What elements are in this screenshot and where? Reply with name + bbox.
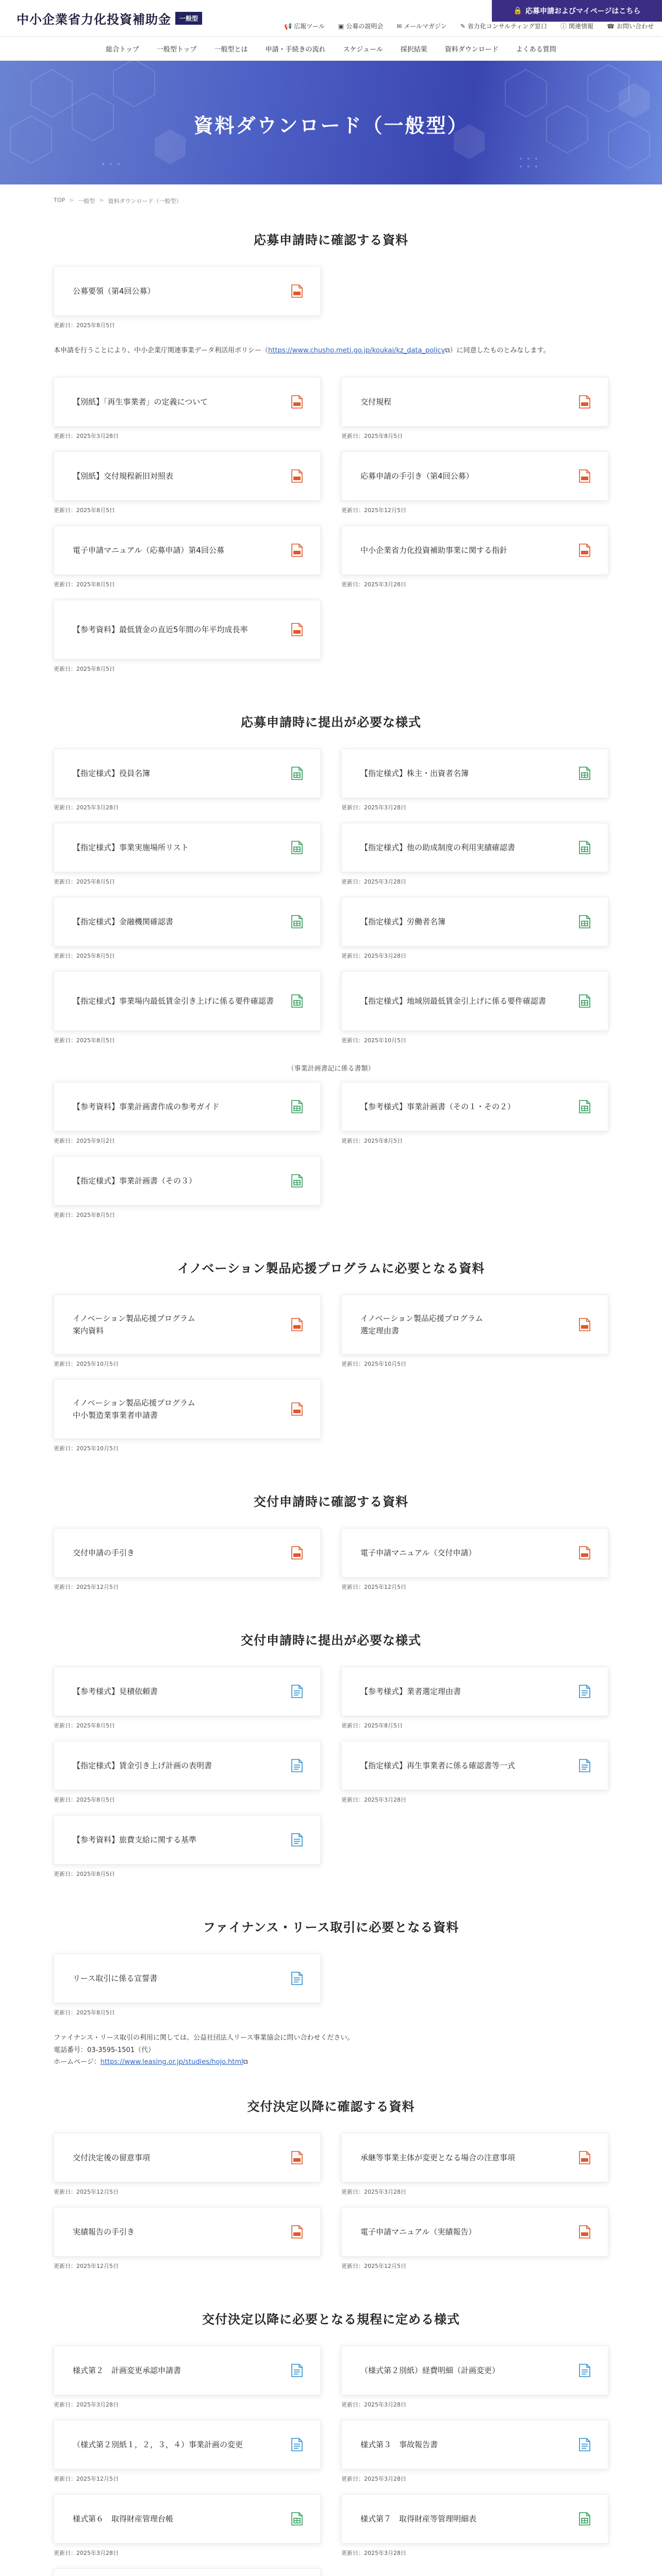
- download-label: [360, 1312, 483, 1337]
- breadcrumb: [0, 184, 662, 205]
- download-card[interactable]: [341, 2346, 608, 2395]
- updated-date: 更新日：2025年3月28日: [341, 2475, 406, 2482]
- download-label: 【参考資料】旅費支給に関する基準: [73, 1835, 197, 1845]
- download-label: 実績報告の手引き: [73, 2227, 135, 2236]
- util-link-label: メールマガジン: [404, 23, 447, 30]
- pdf-file-icon: [579, 2151, 590, 2164]
- pdf-file-icon: [291, 284, 303, 298]
- download-item: [341, 2494, 608, 2557]
- updated-date: 更新日：2025年8月5日: [54, 1871, 115, 1878]
- download-label: [73, 1397, 195, 1421]
- download-label: 【別紙】「再生事業者」の定義について: [73, 397, 208, 407]
- site-logo[interactable]: [16, 9, 202, 27]
- download-label: 電子申請マニュアル（応募申請）第4回公募: [73, 546, 224, 555]
- section-title: 交付決定以降に必要となる規程に定める様式: [202, 2312, 460, 2327]
- download-label: 様式第３ 事故報告書: [360, 2439, 438, 2449]
- pdf-file-icon: [291, 1546, 303, 1560]
- word-file-icon: [579, 2364, 590, 2377]
- policy-note-text: 本申請を行うことにより、中小企業庁関連事業データ利活用ポリシー（: [54, 347, 269, 354]
- util-link-briefing[interactable]: [338, 22, 383, 30]
- excel-file-icon: [291, 767, 303, 780]
- download-card[interactable]: [341, 2133, 608, 2182]
- excel-file-icon: [579, 1100, 590, 1113]
- lease-note: [54, 2032, 608, 2068]
- top-bar: [0, 0, 662, 36]
- download-item: [54, 897, 321, 960]
- apply-mypage-label: 応募申請およびマイページはこちら: [525, 7, 641, 15]
- download-card[interactable]: [54, 1741, 321, 1790]
- nav-item-downloads[interactable]: 資料ダウンロード: [444, 45, 499, 54]
- breadcrumb-item-current: 資料ダウンロード（一般型）: [108, 198, 182, 205]
- download-label: 応募申請の手引き（第4回公募）: [360, 471, 474, 481]
- util-link-label: 関連情報: [569, 23, 594, 30]
- download-label: 【別紙】交付規程新旧対照表: [73, 471, 174, 481]
- download-item: [341, 1082, 608, 1145]
- download-card[interactable]: [341, 451, 608, 501]
- download-label: 電子申請マニュアル（交付申請）: [360, 1548, 476, 1558]
- download-item: [341, 2346, 608, 2409]
- updated-date: 更新日：2025年3月28日: [341, 878, 406, 886]
- util-link-mail-magazine[interactable]: [396, 22, 447, 30]
- download-item: [341, 2207, 608, 2270]
- download-card[interactable]: [341, 1528, 608, 1578]
- updated-date: 更新日：2025年3月28日: [54, 433, 119, 440]
- section-title: 応募申請時に提出が必要な様式: [241, 715, 421, 730]
- download-grid: [54, 1667, 608, 1889]
- download-item: [54, 377, 321, 440]
- download-card[interactable]: [54, 1379, 321, 1439]
- download-item: [341, 1295, 608, 1368]
- util-link-label: 省力化コンサルティング窓口: [467, 23, 547, 30]
- section-finance-lease: [54, 1917, 608, 2068]
- download-label: （様式第２別紙１，２，３，４）事業計画の変更: [73, 2439, 243, 2449]
- updated-date: 更新日：2025年12月5日: [341, 1584, 406, 1591]
- section-application-forms: [54, 712, 608, 1230]
- download-label: 【指定様式】他の助成制度の利用実績確認書: [360, 843, 516, 853]
- nav-item-schedule[interactable]: スケジュール: [343, 45, 383, 54]
- section-innovation-program: [54, 1258, 608, 1464]
- download-label-line2: 中小製造業事業者申請書: [73, 1411, 158, 1420]
- page-hero: [0, 61, 662, 184]
- breadcrumb-separator: >: [69, 197, 74, 204]
- download-card[interactable]: [54, 2346, 321, 2395]
- download-label: 【指定様式】事業場内最低賃金引き上げに係る要件確認書: [73, 996, 274, 1006]
- download-label: 公募要領（第4回公募）: [73, 286, 155, 296]
- updated-date: 更新日：2025年3月28日: [341, 1797, 406, 1804]
- updated-date: 更新日：2025年8月5日: [54, 1797, 115, 1804]
- download-label: 【参考資料】事業計画書作成の参考ガイド: [73, 1102, 220, 1112]
- pdf-file-icon: [579, 395, 590, 409]
- word-file-icon: [579, 2438, 590, 2451]
- download-grid: [54, 377, 608, 684]
- lease-link[interactable]: https://www.leasing.or.jp/studies/hojo.html: [100, 2058, 243, 2066]
- download-card[interactable]: [54, 1528, 321, 1578]
- excel-file-icon: [579, 915, 590, 928]
- download-card[interactable]: [341, 1741, 608, 1790]
- section-application-docs: [54, 230, 608, 684]
- updated-date: 更新日：2025年3月28日: [341, 2188, 406, 2195]
- util-link-label: 広報ツール: [294, 23, 325, 30]
- updated-date: 更新日：2025年8月5日: [341, 1138, 403, 1145]
- download-item: [54, 266, 321, 329]
- download-label: 【指定様式】役員名簿: [73, 769, 151, 778]
- download-label: 【指定様式】地域別最低賃金引上げに係る要件確認書: [360, 996, 547, 1006]
- download-item: [54, 451, 321, 514]
- download-item: [54, 1667, 321, 1730]
- download-label-line1: イノベーション製品応援プログラム: [73, 1314, 195, 1324]
- updated-date: 更新日：2025年3月28日: [54, 2401, 119, 2408]
- updated-date: 更新日：2025年8月5日: [341, 433, 403, 440]
- word-file-icon: [291, 1685, 303, 1698]
- download-label-line2: 案内資料: [73, 1326, 104, 1336]
- lease-note-text: ファイナンス・リース取引の利用に関しては、公益社団法人リース事業協会に問い合わせください。: [54, 2034, 354, 2042]
- updated-date: 更新日：2025年12月5日: [341, 507, 406, 514]
- download-card[interactable]: [54, 1815, 321, 1865]
- mail-icon: ✉: [396, 22, 402, 30]
- download-item: [341, 526, 608, 588]
- download-label: 交付規程: [360, 397, 392, 407]
- download-item: [341, 1667, 608, 1730]
- download-label-line1: イノベーション製品応援プログラム: [360, 1314, 483, 1324]
- section-title: 交付決定以降に確認する資料: [247, 2099, 415, 2114]
- download-grid: [54, 1295, 608, 1464]
- download-item: [341, 897, 608, 960]
- updated-date: 更新日：2025年8月5日: [54, 1212, 115, 1219]
- pdf-file-icon: [291, 469, 303, 483]
- updated-date: 更新日：2025年8月5日: [54, 507, 115, 514]
- download-card[interactable]: [341, 526, 608, 575]
- pdf-file-icon: [291, 544, 303, 557]
- updated-date: 更新日：2025年8月5日: [54, 2009, 115, 2016]
- apply-mypage-button[interactable]: [492, 0, 662, 22]
- info-icon: ⓘ: [560, 23, 567, 30]
- pdf-file-icon: [291, 1402, 303, 1416]
- download-card[interactable]: [341, 2207, 608, 2257]
- download-card[interactable]: [54, 1295, 321, 1354]
- download-label: 【参考様式】業者選定理由書: [360, 1687, 461, 1697]
- download-card[interactable]: [341, 2494, 608, 2544]
- download-card[interactable]: [54, 2494, 321, 2544]
- pdf-file-icon: [291, 2151, 303, 2164]
- download-card[interactable]: [54, 526, 321, 575]
- updated-date: 更新日：2025年3月28日: [341, 2549, 406, 2556]
- util-link-label: 公募の説明会: [346, 23, 384, 30]
- updated-date: 更新日：2025年8月5日: [54, 1722, 115, 1730]
- download-label: 様式第２ 計画変更承認申請書: [73, 2365, 181, 2375]
- utility-nav: [284, 22, 654, 30]
- download-label: 【指定様式】事業実施場所リスト: [73, 843, 189, 853]
- word-file-icon: [291, 1759, 303, 1772]
- pdf-file-icon: [579, 544, 590, 557]
- nav-item-about[interactable]: 一般型とは: [214, 45, 248, 54]
- download-grid: [54, 2346, 608, 2576]
- download-item: [54, 2420, 321, 2483]
- excel-file-icon: [291, 841, 303, 854]
- main-nav: [0, 36, 662, 61]
- download-grid: [54, 1528, 608, 1602]
- site-header: [0, 0, 662, 61]
- policy-note-text: ）に同意したものとみなします。: [450, 347, 550, 354]
- excel-file-icon: [291, 1174, 303, 1188]
- nav-item-general-top[interactable]: 一般型トップ: [156, 45, 197, 54]
- main-content: [54, 230, 608, 2576]
- word-file-icon: [291, 2438, 303, 2451]
- download-item: [54, 2133, 321, 2196]
- updated-date: 更新日：2025年3月28日: [341, 2401, 406, 2408]
- section-title: イノベーション製品応援プログラムに必要となる資料: [177, 1261, 485, 1276]
- excel-file-icon: [291, 1100, 303, 1113]
- util-link-pr-tools[interactable]: [284, 22, 325, 30]
- download-card[interactable]: [54, 1082, 321, 1131]
- download-card[interactable]: [54, 451, 321, 501]
- updated-date: 更新日：2025年12月5日: [341, 2262, 406, 2269]
- word-file-icon: [291, 1833, 303, 1846]
- download-card[interactable]: [341, 1295, 608, 1354]
- updated-date: 更新日：2025年12月5日: [54, 2475, 119, 2482]
- util-link-related-info[interactable]: [560, 22, 593, 30]
- breadcrumb-separator: >: [99, 197, 104, 204]
- nav-item-flow[interactable]: 申請・手続きの流れ: [265, 45, 326, 54]
- download-card[interactable]: [341, 1667, 608, 1716]
- download-item: [54, 1156, 321, 1219]
- lease-phone: 電話番号：03-3595-1501（代）: [54, 2046, 155, 2054]
- download-label: 中小企業省力化投資補助事業に関する指針: [360, 546, 508, 555]
- util-link-label: お問い合わせ: [616, 23, 654, 30]
- updated-date: 更新日：2025年12月5日: [54, 1584, 119, 1591]
- logo-badge: 一般型: [175, 12, 202, 25]
- download-label: 様式第６ 取得財産管理台帳: [73, 2514, 174, 2523]
- section-title: 交付申請時に確認する資料: [254, 1495, 408, 1510]
- download-label: 【参考様式】見積依頼書: [73, 1687, 158, 1697]
- download-label: 様式第７ 取得財産等管理明細表: [360, 2514, 477, 2523]
- phone-icon: ☎: [607, 22, 615, 30]
- pdf-file-icon: [579, 469, 590, 483]
- updated-date: 更新日：2025年3月28日: [341, 804, 406, 811]
- download-label: （様式第２別紙）経費明細（計画変更）: [360, 2365, 500, 2375]
- download-item: [54, 1815, 321, 1878]
- updated-date: 更新日：2025年8月5日: [54, 1037, 115, 1044]
- download-label: 【参考資料】最低賃金の直近5年間の年平均成長率: [73, 625, 248, 635]
- download-grid: [54, 749, 608, 1056]
- download-item: [341, 451, 608, 514]
- pdf-file-icon: [291, 395, 303, 409]
- download-grid: [54, 1954, 608, 2028]
- download-item: [341, 749, 608, 811]
- subsection-heading: （事業計画書記に係る書類）: [287, 1065, 375, 1073]
- word-file-icon: [291, 2364, 303, 2377]
- download-label: 【指定様式】株主・出資者名簿: [360, 769, 469, 778]
- download-item: [54, 2346, 321, 2409]
- word-file-icon: [291, 1972, 303, 1985]
- download-card[interactable]: [341, 2420, 608, 2469]
- download-label: 【指定様式】労働者名簿: [360, 917, 446, 927]
- updated-date: 更新日：2025年10月5日: [341, 1037, 406, 1044]
- download-item: [341, 1741, 608, 1804]
- download-label: 【指定様式】事業計画書（その３）: [73, 1176, 197, 1186]
- download-card[interactable]: [341, 971, 608, 1031]
- updated-date: 更新日：2025年3月28日: [341, 581, 406, 588]
- download-card[interactable]: [54, 823, 321, 872]
- download-item: [54, 2568, 321, 2576]
- updated-date: 更新日：2025年8月5日: [341, 1722, 403, 1730]
- policy-note: [54, 345, 608, 357]
- download-item: [54, 2207, 321, 2270]
- pdf-file-icon: [291, 623, 303, 636]
- download-grid: [54, 2133, 608, 2281]
- lock-icon: 🔒: [513, 7, 522, 15]
- download-grid: [54, 1082, 608, 1230]
- download-card[interactable]: [54, 749, 321, 798]
- policy-link[interactable]: https://www.chusho.meti.go.jp/koukai/kz_data_policy: [268, 347, 445, 354]
- download-item: [54, 1741, 321, 1804]
- download-card[interactable]: [341, 749, 608, 798]
- download-card[interactable]: [54, 1156, 321, 1206]
- updated-date: 更新日：2025年10月5日: [341, 1361, 406, 1368]
- excel-file-icon: [291, 915, 303, 928]
- download-label: 【指定様式】金融機関確認書: [73, 917, 174, 927]
- section-title: ファイナンス・リース取引に必要となる資料: [203, 1920, 459, 1935]
- updated-date: 更新日：2025年3月28日: [54, 804, 119, 811]
- updated-date: 更新日：2025年8月5日: [54, 322, 115, 329]
- download-item: [54, 1528, 321, 1591]
- download-item: [54, 1082, 321, 1145]
- logo-text: 中小企業省力化投資補助金: [16, 12, 171, 27]
- download-card[interactable]: [54, 600, 321, 659]
- download-card[interactable]: [54, 2420, 321, 2469]
- excel-file-icon: [579, 2512, 590, 2526]
- download-label: リース取引に係る宣誓書: [73, 1974, 158, 1984]
- download-card[interactable]: [54, 1954, 321, 2003]
- download-item: [341, 377, 608, 440]
- word-file-icon: [579, 1759, 590, 1772]
- download-item: [54, 2494, 321, 2557]
- excel-file-icon: [291, 2512, 303, 2526]
- external-link-icon: ⧉: [445, 347, 450, 354]
- section-post-decision-docs: [54, 2096, 608, 2281]
- download-card[interactable]: [54, 2568, 321, 2576]
- consult-icon: ✎: [460, 22, 466, 30]
- section-grant-forms: [54, 1630, 608, 1889]
- download-label: 交付決定後の留意事項: [73, 2153, 151, 2162]
- nav-item-faq[interactable]: よくある質問: [516, 45, 556, 54]
- download-item: [54, 526, 321, 588]
- download-card[interactable]: [54, 1667, 321, 1716]
- pdf-file-icon: [579, 1546, 590, 1560]
- updated-date: 更新日：2025年10月5日: [54, 1445, 119, 1452]
- download-card[interactable]: [54, 2207, 321, 2257]
- download-label-line2: 選定理由書: [360, 1326, 400, 1336]
- download-label: 【指定様式】再生事業者に係る確認書等一式: [360, 1761, 516, 1771]
- download-item: [54, 1954, 321, 2016]
- breadcrumb-item-top[interactable]: TOP: [54, 197, 65, 204]
- download-item: [341, 1528, 608, 1591]
- download-item: [341, 971, 608, 1044]
- presentation-icon: ▣: [338, 22, 344, 30]
- download-item: [54, 971, 321, 1044]
- updated-date: 更新日：2025年3月28日: [341, 953, 406, 960]
- section-post-decision-forms: [54, 2309, 608, 2576]
- download-card[interactable]: [54, 2133, 321, 2182]
- updated-date: 更新日：2025年12月5日: [54, 2188, 119, 2195]
- excel-file-icon: [579, 994, 590, 1008]
- download-card[interactable]: [54, 971, 321, 1031]
- download-label: 電子申請マニュアル（実績報告）: [360, 2227, 476, 2236]
- updated-date: 更新日：2025年8月5日: [54, 953, 115, 960]
- download-item: [54, 749, 321, 811]
- download-item: [54, 600, 321, 673]
- page-title: 資料ダウンロード（一般型）: [193, 114, 469, 137]
- excel-file-icon: [291, 994, 303, 1008]
- lease-hp-label: ホームページ：: [54, 2058, 101, 2066]
- pdf-file-icon: [579, 2225, 590, 2239]
- download-item: [341, 823, 608, 886]
- excel-file-icon: [579, 841, 590, 854]
- excel-file-icon: [579, 767, 590, 780]
- section-title: 応募申請時に確認する資料: [254, 233, 408, 247]
- breadcrumb-item-general[interactable]: 一般型: [78, 198, 95, 205]
- download-card[interactable]: [54, 266, 321, 316]
- download-card[interactable]: [341, 377, 608, 427]
- download-label: [73, 1312, 195, 1337]
- external-link-icon: ⧉: [243, 2058, 248, 2066]
- download-label: 【参考様式】事業計画書（その１・その２）: [360, 1102, 516, 1112]
- download-card[interactable]: [341, 1082, 608, 1131]
- updated-date: 更新日：2025年10月5日: [54, 1361, 119, 1368]
- updated-date: 更新日：2025年8月5日: [54, 878, 115, 886]
- download-item: [341, 2420, 608, 2483]
- download-item: [54, 1295, 321, 1368]
- updated-date: 更新日：2025年12月5日: [54, 2262, 119, 2269]
- updated-date: 更新日：2025年8月5日: [54, 666, 115, 673]
- pdf-file-icon: [291, 1318, 303, 1331]
- nav-item-results[interactable]: 採択結果: [400, 45, 427, 54]
- download-item: [341, 2133, 608, 2196]
- section-title: 交付申請時に提出が必要な様式: [241, 1633, 421, 1648]
- download-card[interactable]: [341, 897, 608, 946]
- pdf-file-icon: [291, 2225, 303, 2239]
- updated-date: 更新日：2025年9月2日: [54, 1138, 115, 1145]
- download-label: 交付申請の手引き: [73, 1548, 135, 1558]
- download-card[interactable]: [341, 823, 608, 872]
- util-link-contact[interactable]: [607, 22, 654, 30]
- nav-item-top[interactable]: 総合トップ: [106, 45, 139, 54]
- download-item: [54, 1379, 321, 1452]
- download-item: [54, 823, 321, 886]
- pdf-file-icon: [579, 1318, 590, 1331]
- updated-date: 更新日：2025年3月28日: [54, 2549, 119, 2556]
- download-label: 承継等事業主体が変更となる場合の注意事項: [360, 2153, 516, 2162]
- download-label: 【指定様式】賃金引き上げ計画の表明書: [73, 1761, 212, 1771]
- megaphone-icon: 📢: [284, 22, 292, 30]
- download-card[interactable]: [54, 377, 321, 427]
- updated-date: 更新日：2025年8月5日: [54, 581, 115, 588]
- download-label-line1: イノベーション製品応援プログラム: [73, 1398, 195, 1408]
- util-link-consulting[interactable]: [460, 22, 547, 30]
- download-card[interactable]: [54, 897, 321, 946]
- section-grant-docs: [54, 1492, 608, 1602]
- word-file-icon: [579, 1685, 590, 1698]
